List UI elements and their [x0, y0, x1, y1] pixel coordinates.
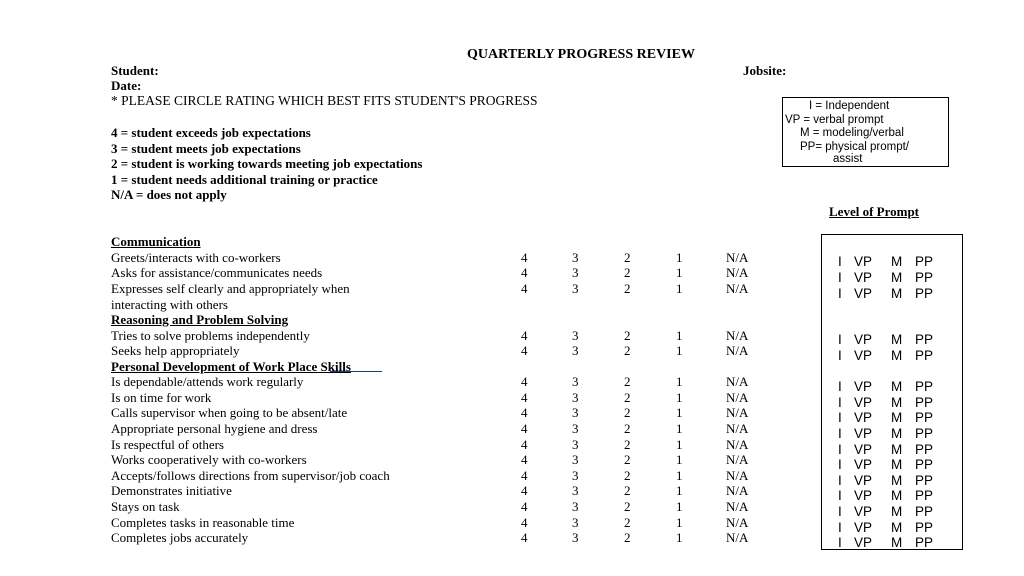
rating-option[interactable]: N/A	[726, 390, 749, 405]
prompt-option[interactable]: M	[891, 286, 903, 301]
rating-option[interactable]: 4	[521, 483, 528, 498]
rating-scale	[111, 125, 422, 203]
legend-line: assist	[833, 153, 863, 165]
prompt-option[interactable]: M	[891, 535, 903, 550]
rating-option[interactable]: 4	[521, 437, 528, 452]
item-label: Is dependable/attends work regularly	[111, 374, 304, 389]
prompt-row	[838, 473, 945, 488]
prompt-option[interactable]: I	[838, 520, 842, 535]
item-label: Greets/interacts with co-workers	[111, 250, 281, 265]
rating-option[interactable]: 1	[676, 281, 683, 296]
item-label: Seeks help appropriately	[111, 343, 240, 358]
prompt-option[interactable]: PP	[915, 535, 934, 550]
rating-option[interactable]: 1	[676, 250, 683, 265]
prompt-option[interactable]: M	[891, 348, 903, 363]
category-heading: Reasoning and Problem Solving	[111, 312, 289, 327]
rating-option[interactable]: N/A	[726, 374, 749, 389]
rating-option[interactable]: 2	[624, 515, 631, 530]
rating-option[interactable]: 4	[521, 499, 528, 514]
rating-option[interactable]: 4	[521, 530, 528, 545]
date-label: Date:	[111, 78, 142, 93]
prompt-option[interactable]: M	[891, 488, 903, 503]
rating-option[interactable]: N/A	[726, 250, 749, 265]
prompt-row	[838, 520, 945, 535]
prompt-row	[838, 535, 945, 550]
item-label: Accepts/follows directions from supervisor/job coach	[111, 468, 390, 483]
level-of-prompt-heading: Level of Prompt	[829, 204, 920, 219]
prompt-option[interactable]: M	[891, 332, 903, 347]
jobsite-label: Jobsite:	[743, 63, 787, 78]
prompt-option[interactable]: I	[838, 254, 842, 269]
legend-line: M = modeling/verbal	[800, 127, 904, 139]
rating-option[interactable]: N/A	[726, 452, 749, 467]
prompt-option[interactable]: I	[838, 426, 842, 441]
rating-option[interactable]: 4	[521, 421, 528, 436]
rating-option[interactable]: 1	[676, 421, 683, 436]
prompt-option[interactable]: I	[838, 395, 842, 410]
prompt-row	[838, 379, 945, 394]
item-label: Demonstrates initiative	[111, 483, 232, 498]
rating-option[interactable]: 2	[624, 468, 631, 483]
rating-option[interactable]: 4	[521, 328, 528, 343]
rating-option[interactable]: 2	[624, 499, 631, 514]
rating-option[interactable]: 3	[572, 343, 579, 358]
prompt-option[interactable]: VP	[854, 348, 873, 363]
prompt-row	[838, 504, 945, 519]
rating-option[interactable]: 2	[624, 281, 631, 296]
prompt-option[interactable]: PP	[915, 426, 934, 441]
rating-option[interactable]: N/A	[726, 499, 749, 514]
prompt-option[interactable]: M	[891, 395, 903, 410]
rating-option[interactable]: 3	[572, 421, 579, 436]
scale-line: N/A = does not apply	[111, 187, 227, 202]
prompt-option[interactable]: VP	[854, 426, 873, 441]
prompt-option[interactable]: PP	[915, 379, 934, 394]
rating-option[interactable]: 4	[521, 343, 528, 358]
rating-option[interactable]: 4	[521, 250, 528, 265]
prompt-row	[838, 395, 945, 410]
prompt-option[interactable]: PP	[915, 442, 934, 457]
category-heading: Communication	[111, 234, 201, 249]
prompt-option[interactable]: VP	[854, 504, 873, 519]
prompt-option[interactable]: M	[891, 254, 903, 269]
rating-option[interactable]: 3	[572, 250, 579, 265]
rating-option[interactable]: 1	[676, 483, 683, 498]
rating-option[interactable]: 4	[521, 281, 528, 296]
prompt-option[interactable]: M	[891, 504, 903, 519]
rating-option[interactable]: 3	[572, 265, 579, 280]
prompt-option[interactable]: VP	[854, 442, 873, 457]
prompt-option[interactable]: VP	[854, 332, 873, 347]
prompt-option[interactable]: VP	[854, 286, 873, 301]
prompt-option[interactable]: I	[838, 379, 842, 394]
prompt-option[interactable]: M	[891, 442, 903, 457]
rating-option[interactable]: 1	[676, 530, 683, 545]
prompt-option[interactable]: PP	[915, 395, 934, 410]
prompt-option[interactable]: PP	[915, 348, 934, 363]
item-label: Appropriate personal hygiene and dress	[111, 421, 318, 436]
scale-line: 1 = student needs additional training or practice	[111, 171, 378, 187]
prompt-row	[838, 332, 945, 347]
prompt-row	[838, 426, 945, 441]
item-label: Is respectful of others	[111, 437, 224, 452]
prompt-option[interactable]: PP	[915, 504, 934, 519]
level-of-prompt-box	[821, 234, 963, 550]
rating-option[interactable]: N/A	[726, 515, 749, 530]
rating-option[interactable]: 3	[572, 499, 579, 514]
prompt-option[interactable]: PP	[915, 410, 934, 425]
rating-option[interactable]: 1	[676, 374, 683, 389]
rating-option[interactable]: 3	[572, 437, 579, 452]
rating-option[interactable]: 4	[521, 405, 528, 420]
item-label: Tries to solve problems independently	[111, 328, 310, 343]
prompt-row	[838, 488, 945, 503]
rating-option[interactable]: N/A	[726, 281, 749, 296]
rating-option[interactable]: 3	[572, 483, 579, 498]
rating-option[interactable]: 4	[521, 452, 528, 467]
prompt-option[interactable]: M	[891, 379, 903, 394]
rating-option[interactable]: 3	[572, 374, 579, 389]
rating-option[interactable]: 1	[676, 405, 683, 420]
item-label: Expresses self clearly and appropriately when	[111, 281, 350, 296]
instruction-text: * PLEASE CIRCLE RATING WHICH BEST FITS STUDENT'S PROGRESS	[111, 93, 538, 108]
rating-option[interactable]: 3	[572, 530, 579, 545]
rating-option[interactable]: 4	[521, 374, 528, 389]
prompt-option[interactable]: I	[838, 473, 842, 488]
scale-line: 2 = student is working towards meeting job expectations	[111, 156, 423, 171]
prompt-option[interactable]: PP	[915, 332, 934, 347]
prompt-option[interactable]: M	[891, 270, 903, 285]
rating-option[interactable]: 2	[624, 265, 631, 280]
item-label: Completes tasks in reasonable time	[111, 515, 295, 530]
prompt-option[interactable]: I	[838, 410, 842, 425]
prompt-option[interactable]: VP	[854, 270, 873, 285]
rating-option[interactable]: 3	[572, 390, 579, 405]
prompt-option[interactable]: PP	[915, 457, 934, 472]
prompt-option[interactable]: PP	[915, 254, 934, 269]
prompt-option[interactable]: M	[891, 426, 903, 441]
scale-line: 4 = student exceeds job expectations	[111, 125, 311, 140]
rating-option[interactable]: 4	[521, 265, 528, 280]
prompt-legend-box	[782, 97, 949, 167]
scale-line: 3 = student meets job expectations	[111, 140, 301, 156]
rating-option[interactable]: 2	[624, 483, 631, 498]
rating-option[interactable]: 3	[572, 452, 579, 467]
item-label: Completes jobs accurately	[111, 530, 249, 545]
prompt-option[interactable]: VP	[854, 395, 873, 410]
prompt-option[interactable]: I	[838, 457, 842, 472]
rating-option[interactable]: 3	[572, 281, 579, 296]
rating-option[interactable]: N/A	[726, 343, 749, 358]
prompt-option[interactable]: VP	[854, 410, 873, 425]
item-label: Is on time for work	[111, 390, 212, 405]
rating-option[interactable]: 2	[624, 328, 631, 343]
rating-option[interactable]: 2	[624, 343, 631, 358]
prompt-option[interactable]: M	[891, 473, 903, 488]
rating-option[interactable]: 1	[676, 499, 683, 514]
item-label: Calls supervisor when going to be absent/late	[111, 405, 348, 420]
prompt-row	[838, 348, 945, 363]
rating-option[interactable]: 3	[572, 515, 579, 530]
prompt-option[interactable]: I	[838, 488, 842, 503]
prompt-option[interactable]: I	[838, 535, 842, 550]
rating-option[interactable]: 2	[624, 421, 631, 436]
rating-option[interactable]: 4	[521, 390, 528, 405]
rating-option[interactable]: 2	[624, 452, 631, 467]
rating-option[interactable]: N/A	[726, 328, 749, 343]
prompt-option[interactable]: VP	[854, 473, 873, 488]
rating-option[interactable]: 2	[624, 405, 631, 420]
prompt-option[interactable]: M	[891, 520, 903, 535]
prompt-option[interactable]: VP	[854, 254, 873, 269]
rating-option[interactable]: 4	[521, 468, 528, 483]
prompt-row	[838, 270, 945, 285]
prompt-option[interactable]: I	[838, 270, 842, 285]
rating-option[interactable]: 2	[624, 250, 631, 265]
prompt-row	[838, 254, 945, 269]
legend-line: I = Independent	[809, 100, 890, 112]
prompt-option[interactable]: I	[838, 348, 842, 363]
rating-option[interactable]: N/A	[726, 468, 749, 483]
rating-option[interactable]: N/A	[726, 483, 749, 498]
rating-option[interactable]: 2	[624, 374, 631, 389]
prompt-option[interactable]: I	[838, 442, 842, 457]
category-heading: Personal Development of Work Place Skills	[111, 359, 351, 374]
rating-option[interactable]: 2	[624, 530, 631, 545]
item-label: Asks for assistance/communicates needs	[111, 265, 323, 280]
rating-option[interactable]: 3	[572, 405, 579, 420]
rating-option[interactable]: 1	[676, 343, 683, 358]
prompt-option[interactable]: PP	[915, 488, 934, 503]
prompt-option[interactable]: VP	[854, 457, 873, 472]
prompt-row	[838, 442, 945, 457]
prompt-option[interactable]: PP	[915, 473, 934, 488]
rating-option[interactable]: 1	[676, 515, 683, 530]
rating-option[interactable]: 1	[676, 437, 683, 452]
prompt-option[interactable]: I	[838, 332, 842, 347]
rating-option[interactable]: 1	[676, 265, 683, 280]
rating-option[interactable]: 1	[676, 390, 683, 405]
rating-option[interactable]: 4	[521, 515, 528, 530]
rating-option[interactable]: N/A	[726, 265, 749, 280]
rating-option[interactable]: 3	[572, 468, 579, 483]
prompt-row	[838, 457, 945, 472]
rating-option[interactable]: N/A	[726, 437, 749, 452]
item-label: Stays on task	[111, 499, 180, 514]
item-label: interacting with others	[111, 297, 228, 312]
rating-option[interactable]: 2	[624, 437, 631, 452]
pen-mark	[330, 371, 382, 372]
prompt-option[interactable]: VP	[854, 379, 873, 394]
rating-option[interactable]: N/A	[726, 421, 749, 436]
legend-line: VP = verbal prompt	[785, 113, 884, 126]
prompt-option[interactable]: PP	[915, 270, 934, 285]
rating-option[interactable]: 1	[676, 452, 683, 467]
item-label: Works cooperatively with co-workers	[111, 452, 307, 467]
prompt-row	[838, 286, 945, 301]
prompt-option[interactable]: M	[891, 457, 903, 472]
prompt-option[interactable]: I	[838, 286, 842, 301]
rating-option[interactable]: N/A	[726, 530, 749, 545]
prompt-option[interactable]: I	[838, 504, 842, 519]
rating-option[interactable]: N/A	[726, 405, 749, 420]
rating-option[interactable]: 3	[572, 328, 579, 343]
student-label: Student:	[111, 63, 159, 78]
prompt-row	[838, 410, 945, 425]
rating-option[interactable]: 2	[624, 390, 631, 405]
prompt-option[interactable]: PP	[915, 520, 934, 535]
page-title: QUARTERLY PROGRESS REVIEW	[467, 47, 695, 62]
prompt-option[interactable]: VP	[854, 488, 873, 503]
rating-option[interactable]: 1	[676, 328, 683, 343]
prompt-option[interactable]: M	[891, 410, 903, 425]
rating-option[interactable]: 1	[676, 468, 683, 483]
prompt-option[interactable]: PP	[915, 286, 934, 301]
prompt-option[interactable]: VP	[854, 520, 873, 535]
prompt-option[interactable]: VP	[854, 535, 873, 550]
legend-line: PP= physical prompt/	[800, 140, 909, 153]
